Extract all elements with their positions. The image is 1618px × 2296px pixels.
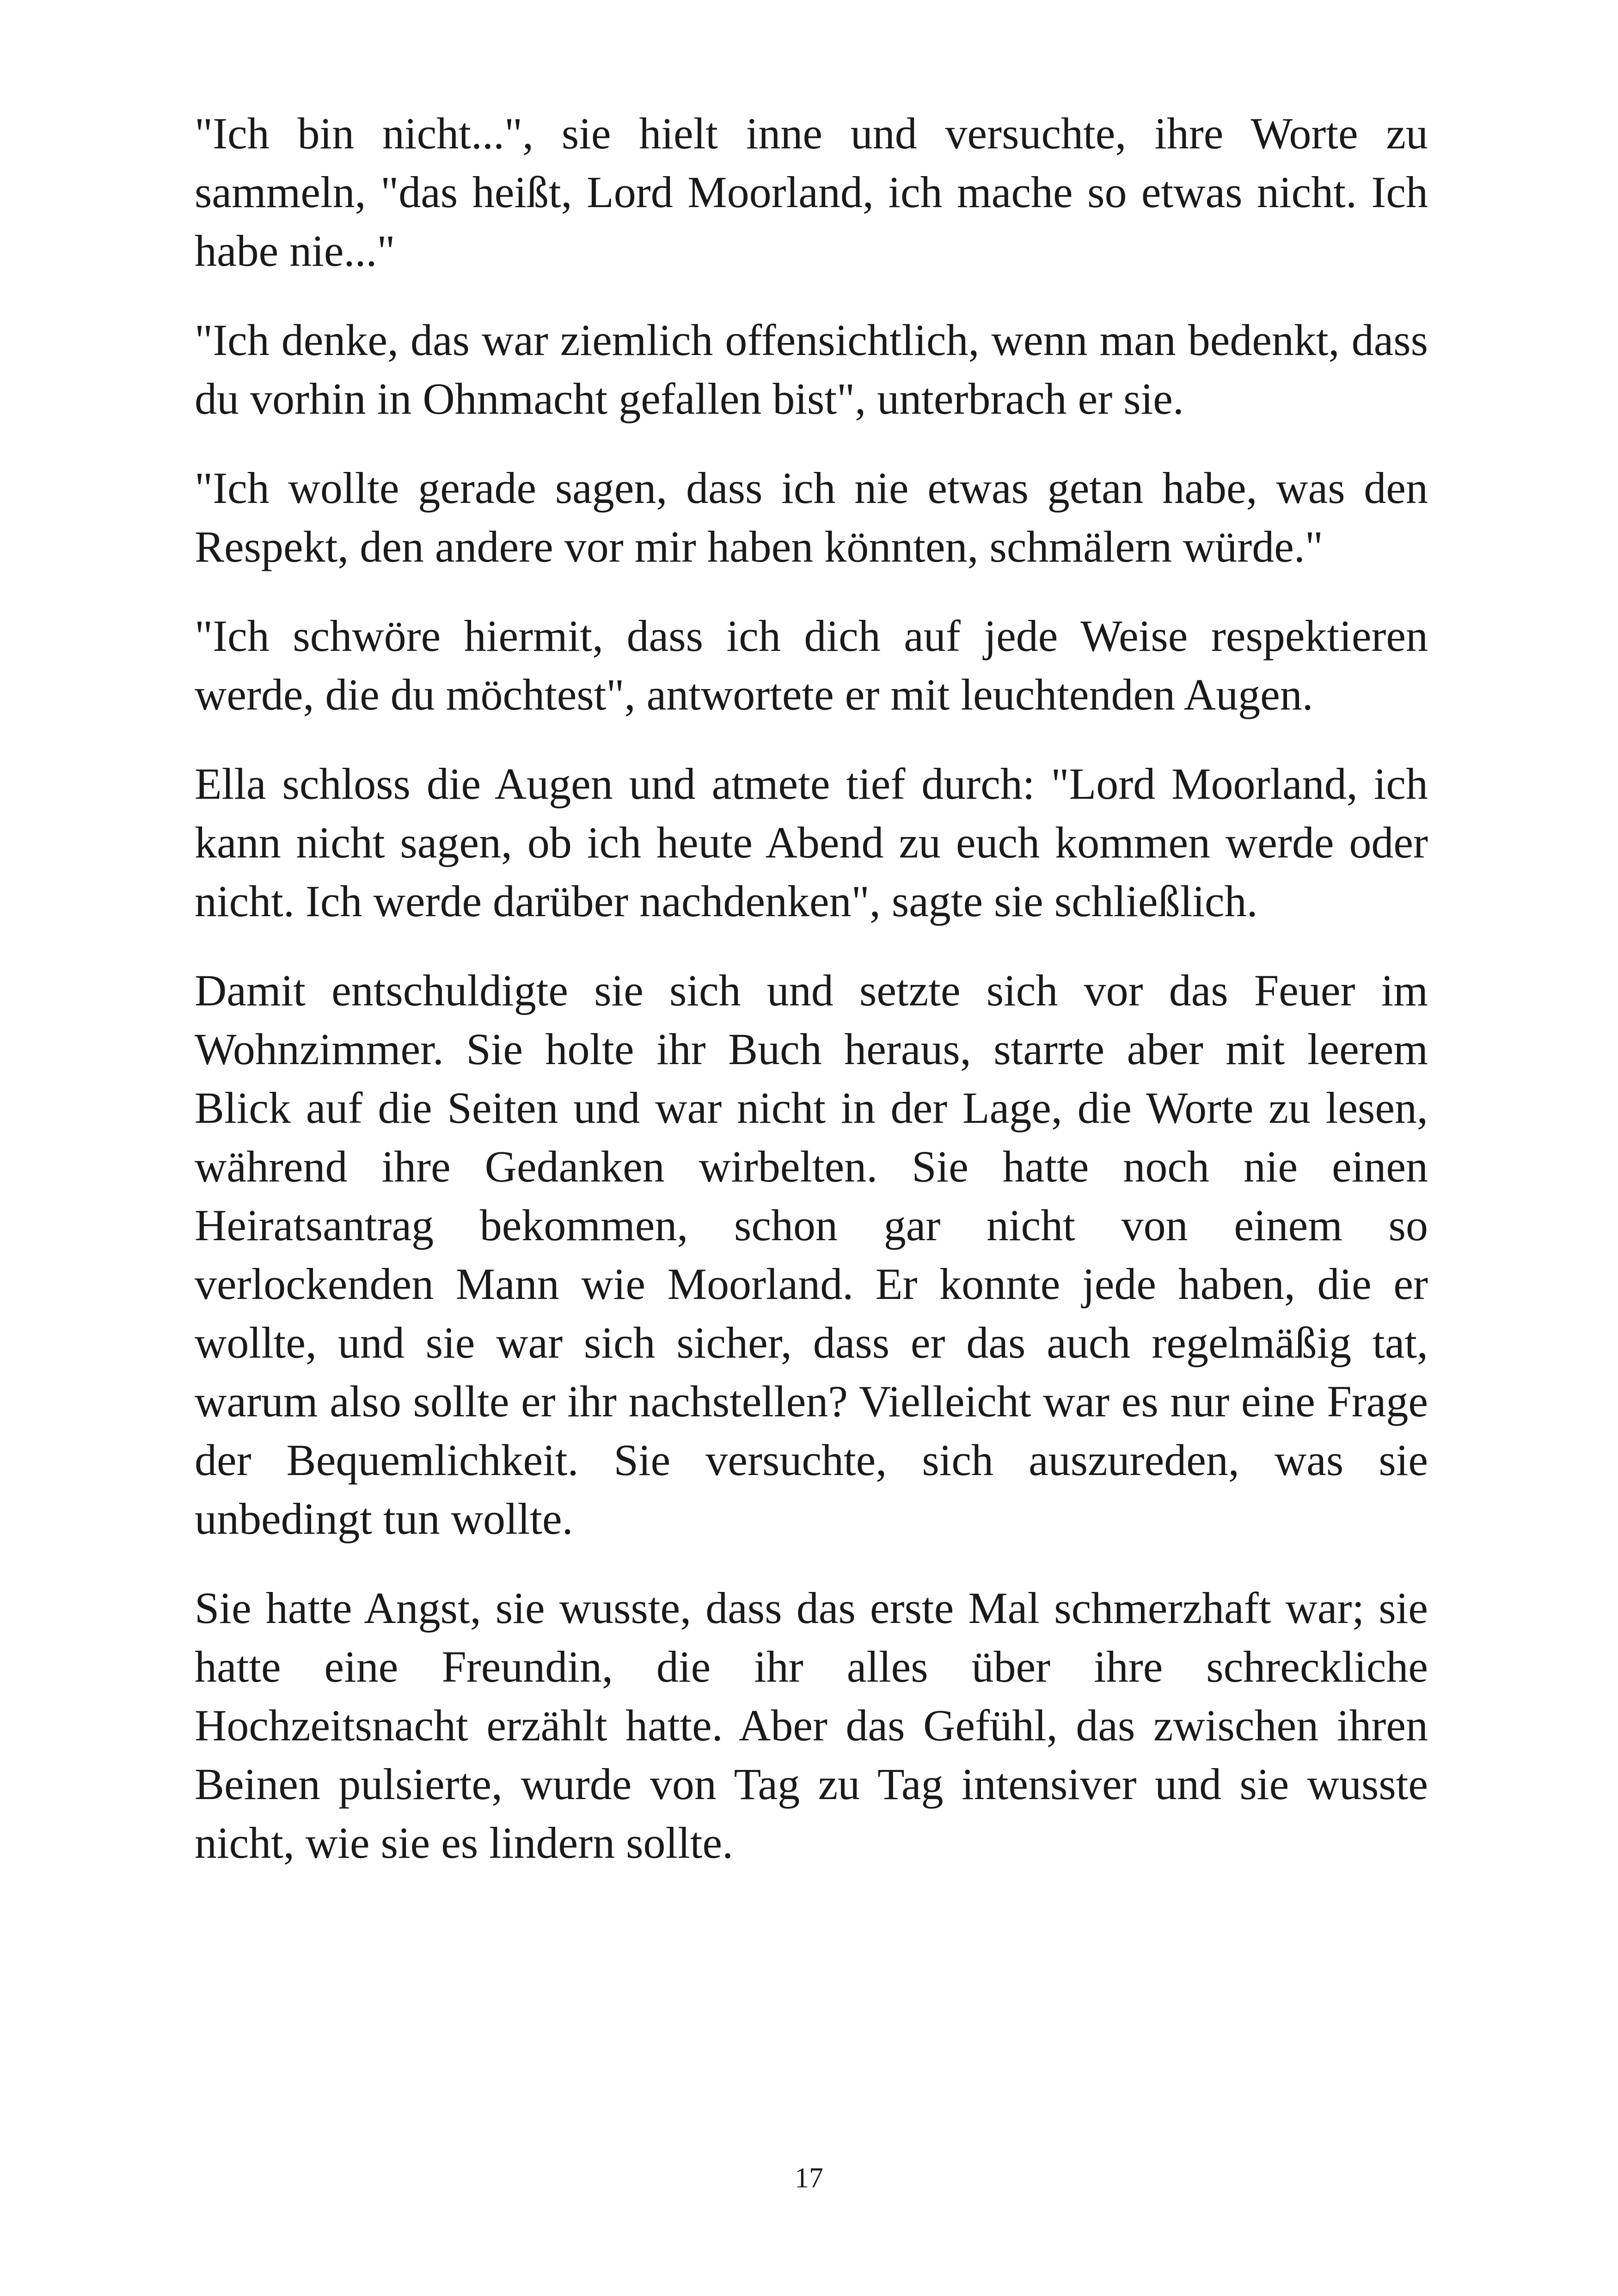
paragraph: "Ich bin nicht...", sie hielt inne und versuchte, ihre Worte zu sammeln, "das heißt, Lord Moorland, ich mache so etwas nicht. Ich habe nie..." (195, 109, 1428, 276)
paragraph: "Ich denke, das war ziemlich offensichtlich, wenn man bedenkt, dass du vorhin in Ohnmacht gefallen bist", unterbrach er sie. (195, 315, 1428, 423)
page-number: 17 (795, 2162, 823, 2194)
paragraph: Ella schloss die Augen und atmete tief durch: "Lord Moorland, ich kann nicht sagen, ob ich heute Abend zu euch kommen werde oder nicht. Ich werde darüber nachdenken", sagte sie schließlich. (195, 759, 1428, 926)
paragraph: "Ich schwöre hiermit, dass ich dich auf jede Weise respektieren werde, die du möchtest", antwortete er mit leuchtenden Augen. (195, 611, 1428, 719)
body-text (195, 104, 1428, 1903)
paragraph: "Ich wollte gerade sagen, dass ich nie etwas getan habe, was den Respekt, den andere vor mir haben könnten, schmälern würde." (195, 463, 1428, 571)
paragraph: Sie hatte Angst, sie wusste, dass das erste Mal schmerzhaft war; sie hatte eine Freundin, die ihr alles über ihre schreckliche Hochzeitsnacht erzählt hatte. Aber das Gefühl, das zwischen ihren Beinen pulsierte, wurde von Tag zu Tag intensiver und sie wusste nicht, wie sie es lindern sollte. (195, 1583, 1428, 1867)
paragraph: Damit entschuldigte sie sich und setzte sich vor das Feuer im Wohnzimmer. Sie holte ihr Buch heraus, starrte aber mit leerem Blick auf die Seiten und war nicht in der Lage, die Worte zu lesen, während ihre Gedanken wirbelten. Sie hatte noch nie einen Heiratsantrag bekommen, schon gar nicht von einem so verlockenden Mann wie Moorland. Er konnte jede haben, die er wollte, und sie war sich sicher, dass er das auch regelmäßig tat, warum also sollte er ihr nachstellen? Vielleicht war es nur eine Frage der Bequemlichkeit. Sie versuchte, sich auszureden, was sie unbedingt tun wollte. (195, 966, 1428, 1543)
